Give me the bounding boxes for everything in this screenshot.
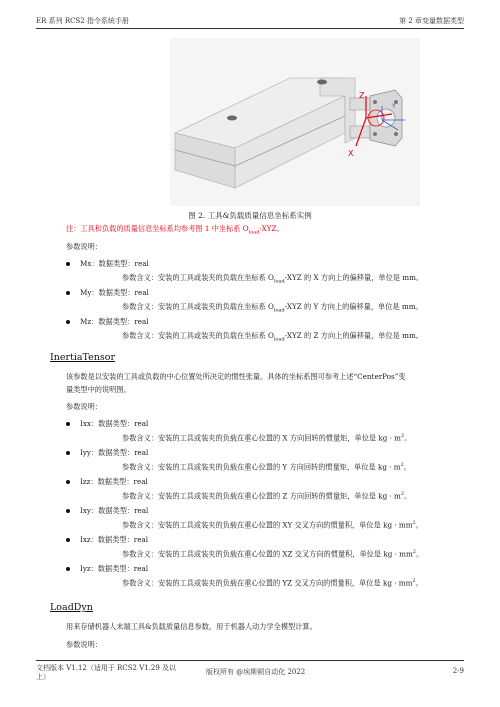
bullet-text: Izz：数据类型：real [80, 477, 148, 486]
list-item-desc [122, 491, 411, 501]
list-item-desc [122, 331, 423, 342]
desc-text: 参数含义：安装的工具或装夹的负载在重心位置的 Y 方向回转的惯量矩，单位是 kg · m [122, 462, 401, 472]
list-item [66, 448, 148, 458]
desc-suffix: -XYZ 的 Z 方向上的偏移量，单位是 mm。 [284, 331, 423, 340]
desc-text: 参数含义：安装的工具或装夹的负载在重心位置的 YZ 交叉方向的惯量积，单位是 kg · mm [122, 578, 413, 588]
footer-page-number: 2-9 [452, 667, 464, 675]
bullet-text: My：数据类型：real [80, 288, 149, 297]
desc-text: 参数含义：安装的工具或装夹的负载在重心位置的 X 方向回转的惯量矩，单位是 kg · m [122, 433, 401, 443]
header-right: 第 2 章变量数据类型 [399, 17, 464, 25]
list-item [66, 259, 149, 269]
desc-sub: load [273, 336, 285, 343]
red-note [66, 224, 284, 235]
section-title-inertiatensor: InertiaTensor [50, 352, 116, 363]
list-item [66, 477, 148, 487]
desc-text: 参数含义：安装的工具或装夹的负载在重心位置的 XY 交叉方向的惯量积，单位是 kg · mm [122, 520, 413, 530]
figure-caption: 图 2. 工具&负载质量信息坐标系实例 [188, 211, 312, 220]
param-label-2: 参数说明： [66, 402, 102, 411]
param-label-3: 参数说明： [66, 640, 102, 649]
list-item [66, 317, 149, 327]
desc-sup: 2 [400, 462, 404, 468]
note-suffix: -XYZ。 [259, 224, 284, 233]
desc-prefix: 参数含义：安装的工具或装夹的负载在坐标系 O [122, 302, 274, 311]
desc-text: 参数含义：安装的工具或装夹的负载在重心位置的 Z 方向回转的惯量矩，单位是 kg · m [122, 491, 401, 501]
list-item [66, 564, 148, 574]
bullet-text: Iyy：数据类型：real [80, 448, 149, 457]
desc-sup: 2 [412, 520, 416, 526]
bullet-text: Mx：数据类型：real [80, 259, 149, 268]
list-item-desc [122, 462, 411, 472]
list-item [66, 535, 148, 545]
section-title-loaddyn: LoadDyn [50, 602, 93, 613]
header-left: ER 系列 RCS2 指令系统手册 [36, 17, 129, 25]
list-item [66, 288, 149, 298]
list-item [66, 506, 148, 516]
page-footer [36, 660, 464, 687]
inertia-intro-line2: 量类型中的说明图。 [66, 385, 131, 394]
desc-end: 。 [404, 491, 412, 501]
desc-suffix: -XYZ 的 Y 方向上的偏移量，单位是 mm。 [284, 302, 423, 311]
desc-sup: 2 [400, 433, 405, 439]
bullet-text: Mz：数据类型：real [80, 317, 149, 326]
list-item-desc [122, 302, 423, 313]
param-label-1: 参数说明： [66, 242, 102, 251]
desc-end: 。 [403, 462, 411, 472]
axis-x-label: X [348, 149, 354, 158]
desc-prefix: 参数含义：安装的工具或装夹的负载在坐标系 O [122, 273, 274, 282]
list-item [66, 419, 148, 429]
desc-prefix: 参数含义：安装的工具或装夹的负载在坐标系 O [122, 331, 274, 340]
axis-y-label: Y [392, 103, 396, 110]
desc-sup: 2 [412, 578, 416, 584]
list-item-desc [122, 520, 423, 530]
desc-sub: load [273, 278, 285, 285]
desc-end: 。 [404, 433, 412, 443]
bullet-text: Ixx：数据类型：real [80, 419, 149, 428]
desc-suffix: -XYZ 的 X 方向上的偏移量，单位是 mm。 [284, 273, 424, 282]
figure-image [170, 38, 420, 206]
inertia-intro-line1: 该参数是以安装的工具或负载的中心位置处所决定的惯性张量。具体的坐标系图可参考上述“CenterPos”变 [66, 372, 406, 381]
axis-z-label: Z [359, 91, 365, 100]
desc-end: 。 [415, 578, 423, 588]
desc-text: 参数含义：安装的工具或装夹的负载在重心位置的 XZ 交叉方向的惯量积，单位是 kg · mm [122, 549, 413, 559]
note-prefix: 注：工具和负载的质量信息坐标系均参考图 1 中坐标系 O [66, 224, 249, 233]
desc-sub: load [273, 307, 285, 314]
bullet-text: Ixz：数据类型：real [80, 535, 149, 544]
bullet-text: Iyz：数据类型：real [80, 564, 149, 573]
page-header [36, 14, 464, 29]
desc-end: 。 [415, 520, 423, 530]
bullet-text: Ixy：数据类型：real [80, 506, 149, 515]
desc-sup: 2 [400, 491, 405, 497]
footer-center: 版权所有 @埃斯顿自动化 2022 [206, 668, 306, 676]
list-item-desc [122, 549, 423, 559]
list-item-desc [122, 433, 411, 443]
footer-left: 文档版本 V1.12（适用于 RCS2 V1.29 及以上） [36, 664, 177, 681]
note-sub: load [248, 229, 260, 236]
list-item-desc [122, 578, 423, 588]
desc-sup: 2 [412, 549, 416, 555]
loaddyn-intro: 用来存储机器人末端工具&负载质量信息参数，用于机器人动力学全模型计算。 [66, 622, 317, 631]
tool-load-illustration [170, 38, 420, 206]
desc-end: 。 [415, 549, 424, 559]
list-item-desc [122, 273, 423, 284]
